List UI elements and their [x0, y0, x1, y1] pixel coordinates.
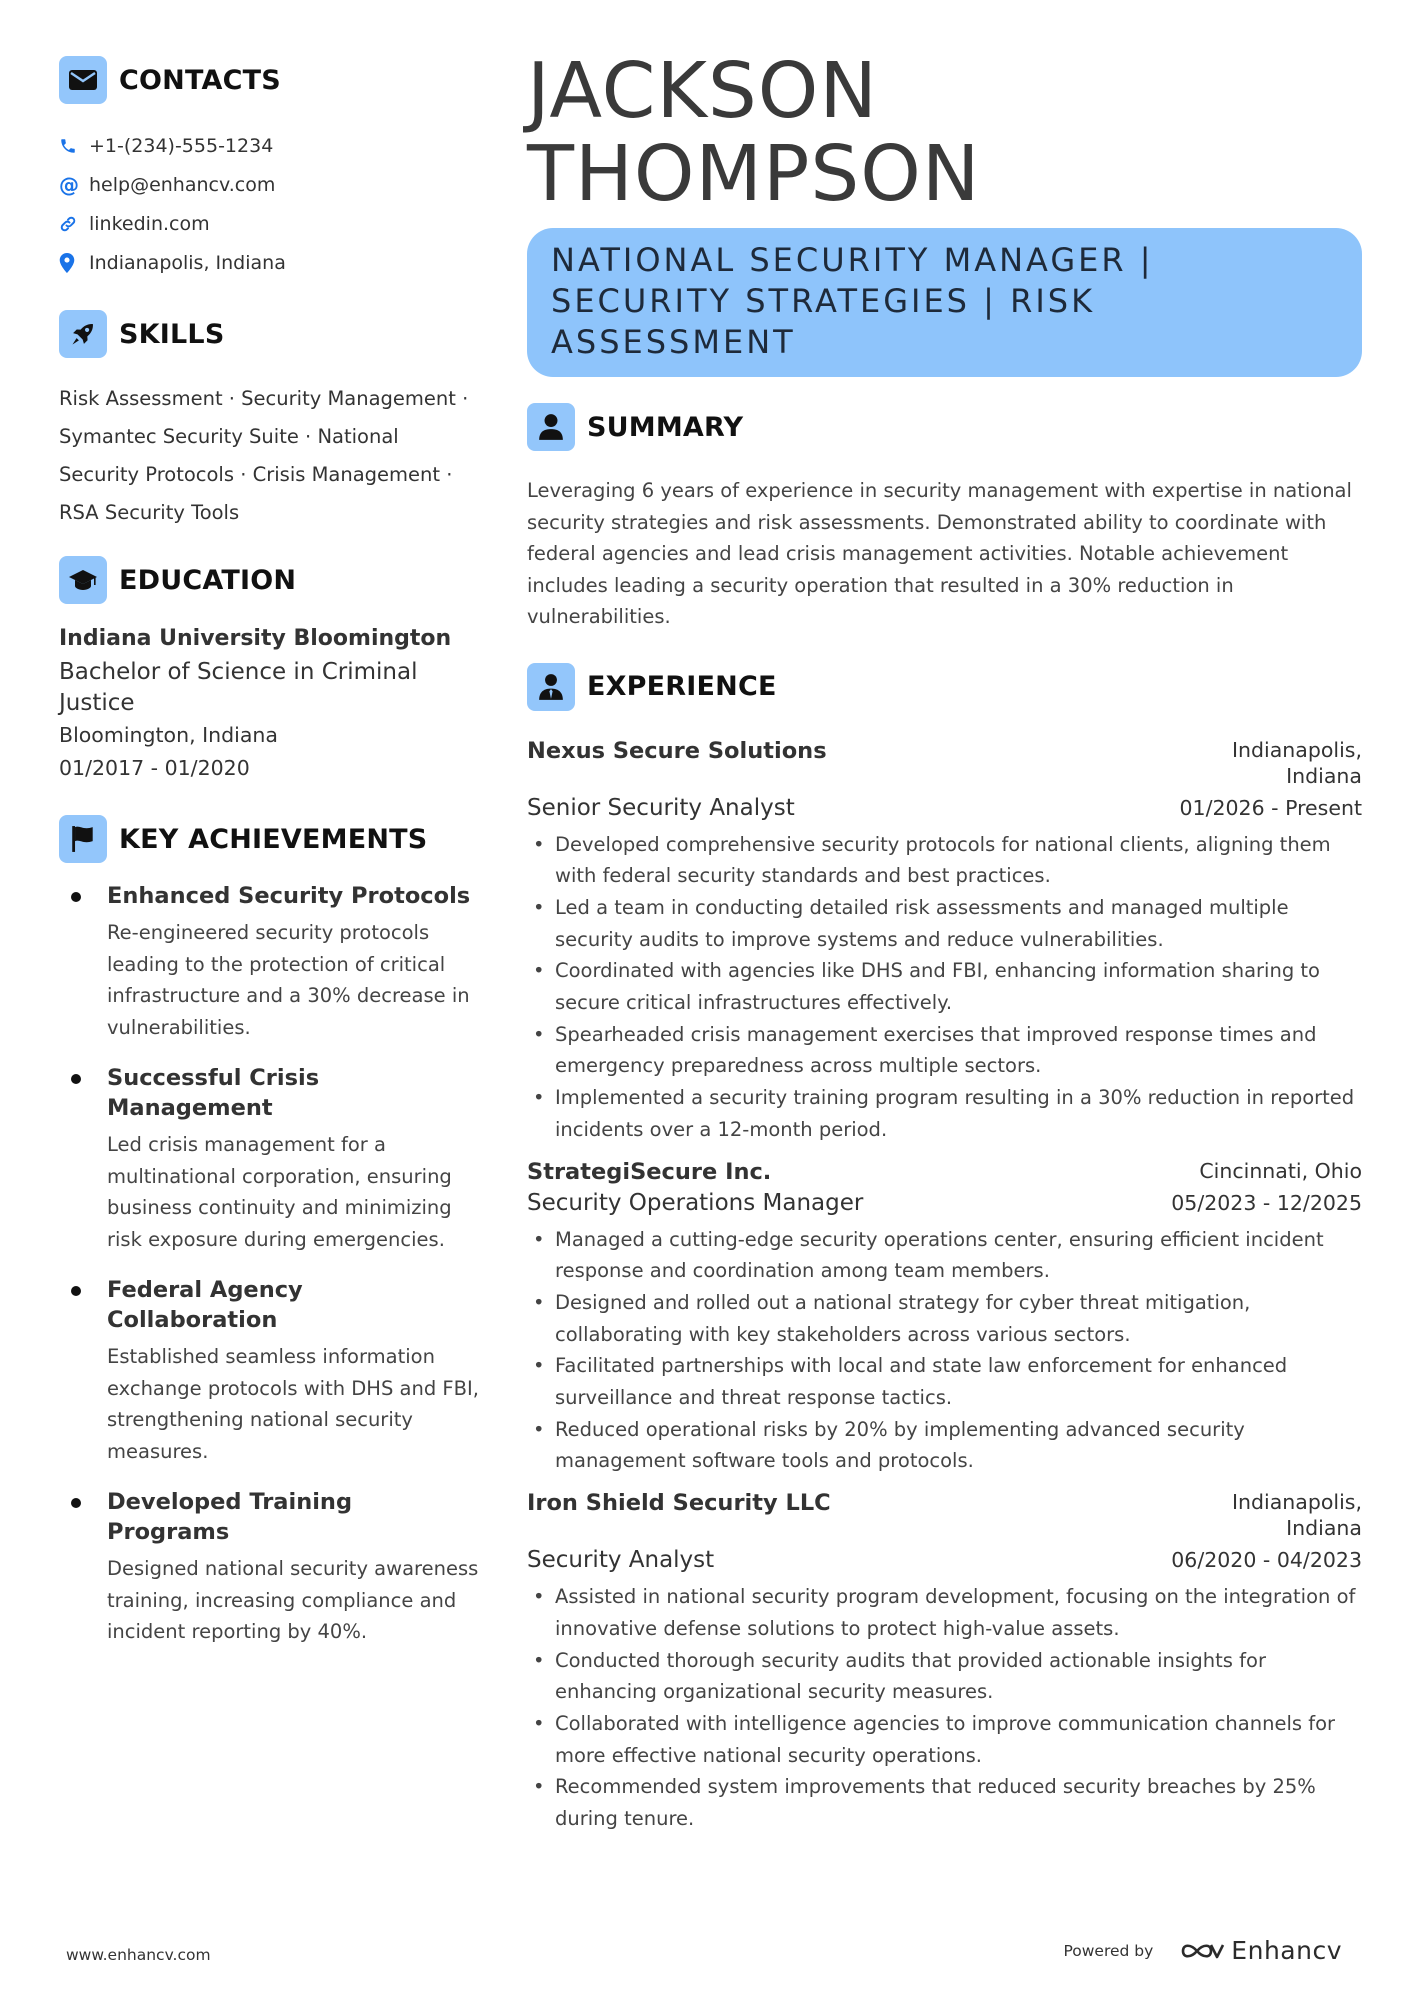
achievement-desc: Led crisis management for a multinational corporation, ensuring business continuity and minimizing risk exposure during emergencies.	[107, 1133, 452, 1251]
contacts-heading: CONTACTS	[119, 64, 281, 96]
map-pin-icon	[59, 253, 81, 273]
job-dates: 01/2026 - Present	[1179, 795, 1362, 820]
location-text: Indianapolis, Indiana	[89, 251, 286, 274]
achievement-item	[59, 1487, 479, 1648]
education-location: Bloomington, Indiana	[59, 723, 278, 747]
contacts-header	[59, 56, 479, 104]
education-degree: Bachelor of Science in Criminal Justice	[59, 659, 418, 716]
job-location: Indianapolis, Indiana	[1231, 1490, 1362, 1541]
job-header-row	[527, 1489, 1362, 1541]
job-role: Security Operations Manager	[527, 1189, 864, 1216]
education-dates: 01/2017 - 01/2020	[59, 756, 250, 780]
email-text: help@enhancv.com	[89, 173, 276, 196]
graduation-cap-icon	[59, 556, 107, 604]
education-heading: EDUCATION	[119, 564, 297, 596]
job-role-row	[527, 1545, 1362, 1575]
achievements-list	[59, 881, 479, 1648]
job-company: Iron Shield Security LLC	[527, 1490, 831, 1517]
achievement-item	[59, 1063, 479, 1255]
job-bullet: • Recommended system improvements that reduced security breaches by 25% during tenure.	[527, 1771, 1362, 1834]
contact-list	[59, 126, 479, 282]
achievement-title: Successful Crisis Management	[107, 1065, 320, 1121]
achievement-desc: Designed national security awareness training, increasing compliance and incident reporting by 40%.	[107, 1557, 479, 1643]
job-entry	[527, 1158, 1362, 1478]
achievement-desc: Established seamless information exchange protocols with DHS and FBI, strengthening national security measures.	[107, 1345, 479, 1463]
job-entry	[527, 737, 1362, 1146]
skills-header	[59, 310, 479, 358]
experience-header	[527, 663, 1362, 711]
job-bullet: • Coordinated with agencies like DHS and FBI, enhancing information sharing to secure critical infrastructures effectively.	[527, 955, 1362, 1018]
job-dates: 05/2023 - 12/2025	[1171, 1190, 1362, 1215]
phone-text: +1-(234)-555-1234	[89, 134, 274, 157]
bullet-dot	[71, 1286, 81, 1296]
job-bullet: • Assisted in national security program development, focusing on the integration of innovative defense solutions to protect high-value assets.	[527, 1581, 1362, 1644]
job-bullet: • Implemented a security training program resulting in a 30% reduction in reported incidents over a 12-month period.	[527, 1082, 1362, 1145]
contact-linkedin[interactable]	[59, 204, 479, 243]
skills-heading: SKILLS	[119, 318, 225, 350]
at-icon: @	[59, 172, 79, 197]
achievement-item	[59, 881, 479, 1043]
left-column	[59, 56, 479, 1668]
job-company: StrategiSecure Inc.	[527, 1158, 772, 1185]
user-icon	[527, 403, 575, 451]
achievement-item	[59, 1275, 479, 1467]
envelope-icon	[59, 56, 107, 104]
contact-location	[59, 243, 479, 282]
job-location: Indianapolis, Indiana	[1231, 737, 1362, 788]
job-company: Nexus Secure Solutions	[527, 737, 827, 764]
flag-icon	[59, 815, 107, 863]
bullet-dot	[71, 892, 81, 902]
powered-by-text: Powered by	[1063, 1941, 1154, 1960]
footer-branding	[1063, 1936, 1342, 1965]
job-role: Senior Security Analyst	[527, 794, 795, 821]
enhancv-logo[interactable]	[1179, 1936, 1342, 1965]
summary-heading: SUMMARY	[587, 411, 744, 443]
job-bullets	[527, 1224, 1362, 1478]
experience-heading: EXPERIENCE	[587, 671, 777, 702]
job-bullets	[527, 829, 1362, 1146]
job-bullet: • Managed a cutting-edge security operations center, ensuring efficient incident response and coordination among team members.	[527, 1224, 1362, 1287]
summary-text: Leveraging 6 years of experience in security management with expertise in national security strategies and risk assessments. Demonstrated ability to coordinate with federal agencies and lead crisis management activities. Notable achievement includes leading a security operation that resulted in a 30% reduction in vulnerabilities.	[527, 479, 1352, 628]
job-bullet: • Spearheaded crisis management exercises that improved response times and emergency preparedness across multiple sectors.	[527, 1019, 1362, 1082]
job-header-row	[527, 1158, 1362, 1186]
job-title-banner	[527, 228, 1362, 377]
achievement-title: Enhanced Security Protocols	[107, 883, 471, 909]
achievement-title: Federal Agency Collaboration	[107, 1277, 303, 1333]
job-role: Security Analyst	[527, 1547, 715, 1574]
job-title: NATIONAL SECURITY MANAGER | SECURITY STRATEGIES | RISK ASSESSMENT	[551, 241, 1154, 361]
job-bullet: • Developed comprehensive security protocols for national clients, aligning them with federal security standards and best practices.	[527, 829, 1362, 892]
skills-list: Risk Assessment · Security Management · Symantec Security Suite · National Security Protocols · Crisis Management · RSA Security Tools	[59, 387, 469, 524]
footer-website[interactable]: www.enhancv.com	[66, 1946, 211, 1964]
brand-name: Enhancv	[1231, 1936, 1342, 1965]
education-school: Indiana University Bloomington	[59, 626, 452, 651]
link-icon	[59, 215, 81, 233]
linkedin-text: linkedin.com	[89, 212, 210, 235]
education-header	[59, 556, 479, 604]
job-dates: 06/2020 - 04/2023	[1171, 1548, 1362, 1573]
job-header-row	[527, 737, 1362, 789]
phone-icon	[59, 137, 81, 155]
name-line-1: JACKSON	[527, 47, 879, 136]
achievements-header	[59, 815, 479, 863]
achievement-title: Developed Training Programs	[107, 1489, 353, 1545]
summary-header	[527, 403, 1362, 451]
right-column	[527, 47, 1362, 1835]
contact-phone[interactable]	[59, 126, 479, 165]
bullet-dot	[71, 1074, 81, 1084]
enhancv-logo-icon	[1179, 1940, 1225, 1962]
rocket-icon	[59, 310, 107, 358]
job-bullet: • Designed and rolled out a national strategy for cyber threat mitigation, collaborating with key stakeholders across various sectors.	[527, 1287, 1362, 1350]
job-role-row	[527, 1188, 1362, 1218]
candidate-name	[527, 47, 1362, 219]
achievements-heading: KEY ACHIEVEMENTS	[119, 823, 428, 855]
job-location: Cincinnati, Ohio	[1199, 1158, 1362, 1183]
name-line-2: THOMPSON	[527, 130, 981, 219]
job-entry	[527, 1489, 1362, 1835]
job-bullet: • Facilitated partnerships with local and state law enforcement for enhanced surveillance and threat response tactics.	[527, 1350, 1362, 1413]
contact-email[interactable]	[59, 165, 479, 204]
job-bullet: • Led a team in conducting detailed risk assessments and managed multiple security audits to improve systems and reduce vulnerabilities.	[527, 892, 1362, 955]
job-bullet: • Reduced operational risks by 20% by implementing advanced security management software tools and protocols.	[527, 1414, 1362, 1477]
job-bullet: • Conducted thorough security audits that provided actionable insights for enhancing organizational security measures.	[527, 1645, 1362, 1708]
job-role-row	[527, 793, 1362, 823]
job-bullets	[527, 1581, 1362, 1835]
achievement-desc: Re-engineered security protocols leading to the protection of critical infrastructure and a 30% decrease in vulnerabilities.	[107, 921, 470, 1039]
job-bullet: • Collaborated with intelligence agencies to improve communication channels for more effective national security operations.	[527, 1708, 1362, 1771]
bullet-dot	[71, 1498, 81, 1508]
briefcase-user-icon	[527, 663, 575, 711]
